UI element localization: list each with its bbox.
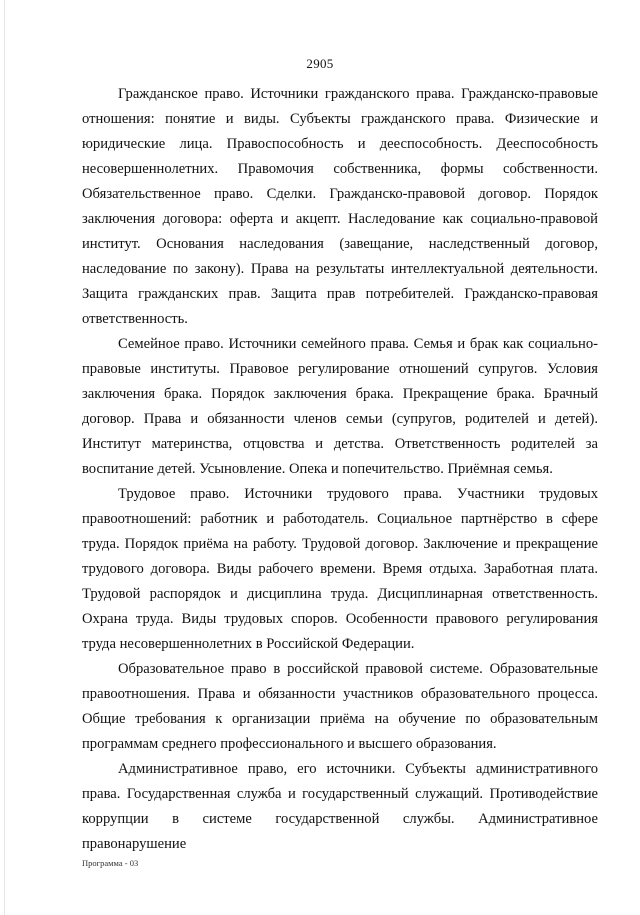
paragraph-education-law: Образовательное право в российской правовой системе. Образовательные правоотношения. Права и обязанности участников образовательного процесса. Общие требования к организации приёма на обучение по образовательным программам среднего профессионального и высшего образования. bbox=[82, 661, 598, 752]
paragraph-labor-law: Трудовое право. Источники трудового права. Участники трудовых правоотношений: работник и работодатель. Социальное партнёрство в сфере труда. Порядок приёма на работу. Трудовой договор. Заключение и прекращение трудового договора. Виды рабочего времени. Время отдыха. Заработная плата. Трудовой распорядок и дисциплина труда. Дисциплинарная ответственность. Охрана труда. Виды трудовых споров. Особенности правового регулирования труда несовершеннолетних в Российской Федерации. bbox=[82, 486, 598, 652]
page-number: 2905 bbox=[306, 56, 334, 71]
paragraph-administrative-law: Административное право, его источники. Субъекты административного права. Государственная служба и государственный служащий. Противодействие коррупции в системе государственной службы. Административное правонарушение bbox=[82, 761, 598, 852]
page-footer: Программа - 03 bbox=[82, 858, 139, 868]
scan-edge-line bbox=[4, 0, 5, 915]
paragraph-family-law: Семейное право. Источники семейного права. Семья и брак как социально-правовые институты. Правовое регулирование отношений супругов. Условия заключения брака. Порядок заключения брака. Прекращение брака. Брачный договор. Права и обязанности членов семьи (супругов, родителей и детей). Институт материнства, отцовства и детства. Ответственность родителей за воспитание детей. Усыновление. Опека и попечительство. Приёмная семья. bbox=[82, 336, 598, 477]
paragraph-civil-law: Гражданское право. Источники гражданского права. Гражданско-правовые отношения: понятие и виды. Субъекты гражданского права. Физические и юридические лица. Правоспособность и дееспособность. Дееспособность несовершеннолетних. Правомочия собственника, формы собственности. Обязательственное право. Сделки. Гражданско-правовой договор. Порядок заключения договора: оферта и акцепт. Наследование как социально-правовой институт. Основания наследования (завещание, наследственный договор, наследование по закону). Права на результаты интеллектуальной деятельности. Защита гражданских прав. Защита прав потребителей. Гражданско-правовая ответственность. bbox=[82, 86, 598, 327]
document-body bbox=[82, 82, 598, 857]
